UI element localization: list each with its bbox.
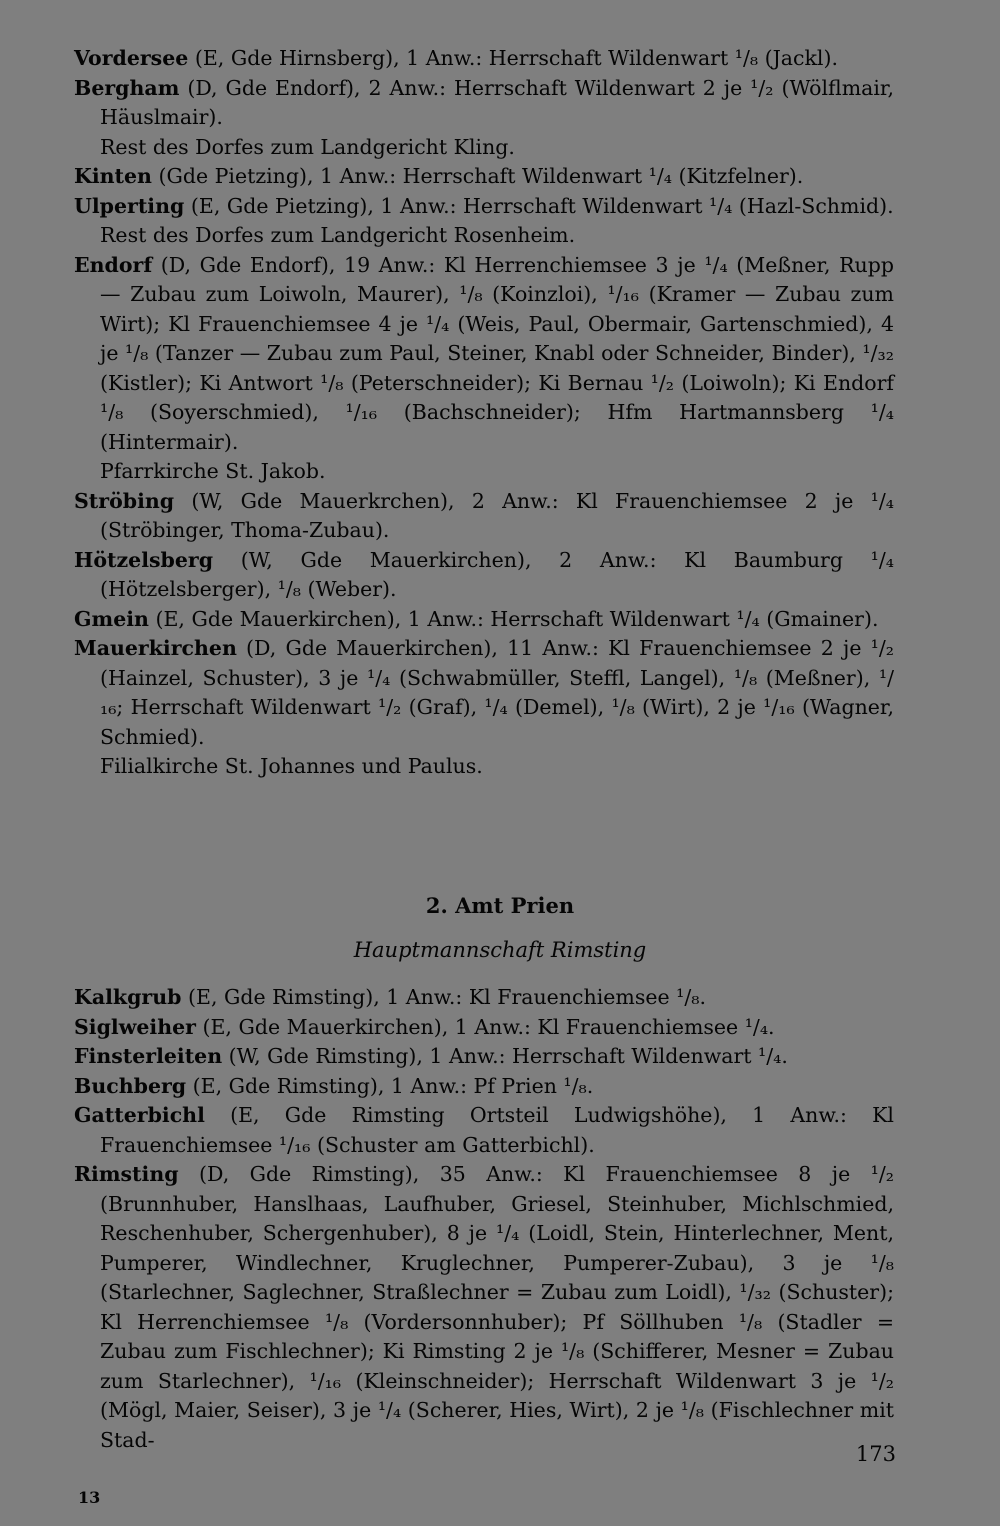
entry-kalkgrub	[74, 983, 894, 1013]
signature-mark: 13	[78, 1488, 101, 1507]
entry-stroebing	[74, 487, 894, 546]
entry-text: (D, Gde Mauerkirchen), 11 Anw.: Kl Frauenchiemsee 2 je ¹/₂ (Hainzel, Schuster), 3 je ¹/₄ (Schwabmüller, Steffl, Langel), ¹/₈ (Meßner), ¹/₁₆; Herrschaft Wildenwart ¹/₂ (Graf), ¹/₄ (Demel), ¹/₈ (Wirt), 2 je ¹/₁₆ (Wagner, Schmied).	[100, 636, 894, 749]
entry-text: (E, Gde Mauerkirchen), 1 Anw.: Kl Frauenchiemsee ¹/₄.	[195, 1014, 775, 1039]
entry-text: (E, Gde Hirnsberg), 1 Anw.: Herrschaft Wildenwart ¹/₈ (Jackl).	[188, 46, 839, 70]
place-name: Endorf	[74, 252, 153, 277]
entry-hoetzelsberg	[74, 546, 894, 605]
entry-text: (D, Gde Endorf), 19 Anw.: Kl Herrenchiemsee 3 je ¹/₄ (Meßner, Rupp — Zubau zum Loiwoln, Maurer), ¹/₈ (Koinzloi), ¹/₁₆ (Kramer — Zubau zum Wirt); Kl Frauenchiemsee 4 je ¹/₄ (Weis, Paul, Obermair, Gartenschmied), 4 je ¹/₈ (Tanzer — Zubau zum Paul, Steiner, Knabl oder Schneider, Binder), ¹/₃₂ (Kistler); Ki Antwort ¹/₈ (Peterschneider); Ki Bernau ¹/₂ (Loiwoln); Ki Endorf ¹/₈ (Soyerschmied), ¹/₁₆ (Bachschneider); Hfm Hartmannsberg ¹/₄ (Hintermair).	[100, 252, 894, 454]
entry-text: (E, Gde Mauerkirchen), 1 Anw.: Herrschaft Wildenwart ¹/₄ (Gmainer).	[148, 606, 879, 631]
place-name: Ulperting	[74, 193, 185, 218]
entry-text: (E, Gde Rimsting), 1 Anw.: Kl Frauenchiemsee ¹/₈.	[181, 985, 706, 1009]
entry-endorf	[74, 251, 894, 487]
place-name: Rimsting	[74, 1162, 179, 1186]
entry-finsterleiten	[74, 1042, 894, 1072]
entry-text: (W, Gde Mauerkrchen), 2 Anw.: Kl Frauenchiemsee 2 je ¹/₄ (Ströbinger, Thoma-Zubau).	[100, 488, 894, 542]
entry-gmein	[74, 605, 894, 635]
place-name: Hötzelsberg	[74, 547, 214, 572]
entry-bergham	[74, 74, 894, 163]
place-name: Ströbing	[74, 488, 175, 513]
place-name: Siglweiher	[74, 1014, 196, 1039]
page-number: 173	[855, 1442, 896, 1466]
entry-note: Filialkirche St. Johannes und Paulus.	[100, 754, 483, 778]
section-title: 2. Amt Prien	[425, 893, 575, 918]
section2-entries	[74, 983, 894, 1455]
entry-ulperting	[74, 192, 894, 251]
entry-text: (W, Gde Mauerkirchen), 2 Anw.: Kl Baumburg ¹/₄ (Hötzelsberger), ¹/₈ (Weber).	[100, 547, 894, 601]
entry-text: (W, Gde Rimsting), 1 Anw.: Herrschaft Wildenwart ¹/₄.	[222, 1044, 788, 1068]
entry-text: (E, Gde Rimsting Ortsteil Ludwigshöhe), 1 Anw.: Kl Frauenchiemsee ¹/₁₆ (Schuster am Gatterbichl).	[100, 1103, 894, 1157]
entry-text: (D, Gde Rimsting), 35 Anw.: Kl Frauenchiemsee 8 je ¹/₂ (Brunnhuber, Hanslhaas, Laufhuber, Griesel, Steinhuber, Michlschmied, Reschenhuber, Schergenhuber), 8 je ¹/₄ (Loidl, Stein, Hinterlechner, Ment, Pumperer, Windlechner, Kruglechner, Pumperer-Zubau), 3 je ¹/₈ (Starlechner, Saglechner, Straßlechner = Zubau zum Loidl), ¹/₃₂ (Schuster); Kl Herrenchiemsee ¹/₈ (Vordersonnhuber); Pf Söllhuben ¹/₈ (Stadler = Zubau zum Fischlechner); Ki Rimsting 2 je ¹/₈ (Schifferer, Mesner = Zubau zum Starlechner), ¹/₁₆ (Kleinschneider); Herrschaft Wildenwart 3 je ¹/₂ (Mögl, Maier, Seiser), 3 je ¹/₄ (Scherer, Hies, Wirt), 2 je ¹/₈ (Fischlechner mit Stad-	[100, 1162, 894, 1452]
entry-note: Rest des Dorfes zum Landgericht Kling.	[100, 134, 515, 159]
entry-text: (E, Gde Pietzing), 1 Anw.: Herrschaft Wildenwart ¹/₄ (Hazl-Schmid).	[184, 193, 894, 218]
place-name: Finsterleiten	[74, 1044, 223, 1068]
entry-gatterbichl	[74, 1101, 894, 1160]
entry-note: Rest des Dorfes zum Landgericht Rosenheim.	[100, 223, 576, 247]
place-name: Vordersee	[74, 46, 189, 70]
entry-siglweiher	[74, 1013, 894, 1043]
place-name: Mauerkirchen	[74, 636, 237, 660]
section-subtitle: Hauptmannschaft Rimsting	[353, 938, 647, 962]
entry-buchberg	[74, 1072, 894, 1102]
place-name: Kinten	[74, 164, 152, 188]
entry-note: Pfarrkirche St. Jakob.	[100, 459, 326, 483]
entry-kinten	[74, 162, 894, 192]
entry-vordersee	[74, 44, 894, 74]
entry-text: (Gde Pietzing), 1 Anw.: Herrschaft Wildenwart ¹/₄ (Kitzfelner).	[151, 164, 804, 188]
section1-entries	[74, 44, 894, 782]
entry-mauerkirchen	[74, 634, 894, 782]
entry-text: (E, Gde Rimsting), 1 Anw.: Pf Prien ¹/₈.	[186, 1073, 594, 1098]
place-name: Bergham	[74, 75, 180, 100]
place-name: Gatterbichl	[74, 1103, 205, 1127]
entry-text: (D, Gde Endorf), 2 Anw.: Herrschaft Wildenwart 2 je ¹/₂ (Wölflmair, Häuslmair).	[100, 75, 894, 129]
entry-rimsting	[74, 1160, 894, 1455]
place-name: Kalkgrub	[74, 985, 182, 1009]
place-name: Buchberg	[74, 1073, 187, 1098]
place-name: Gmein	[74, 606, 149, 631]
